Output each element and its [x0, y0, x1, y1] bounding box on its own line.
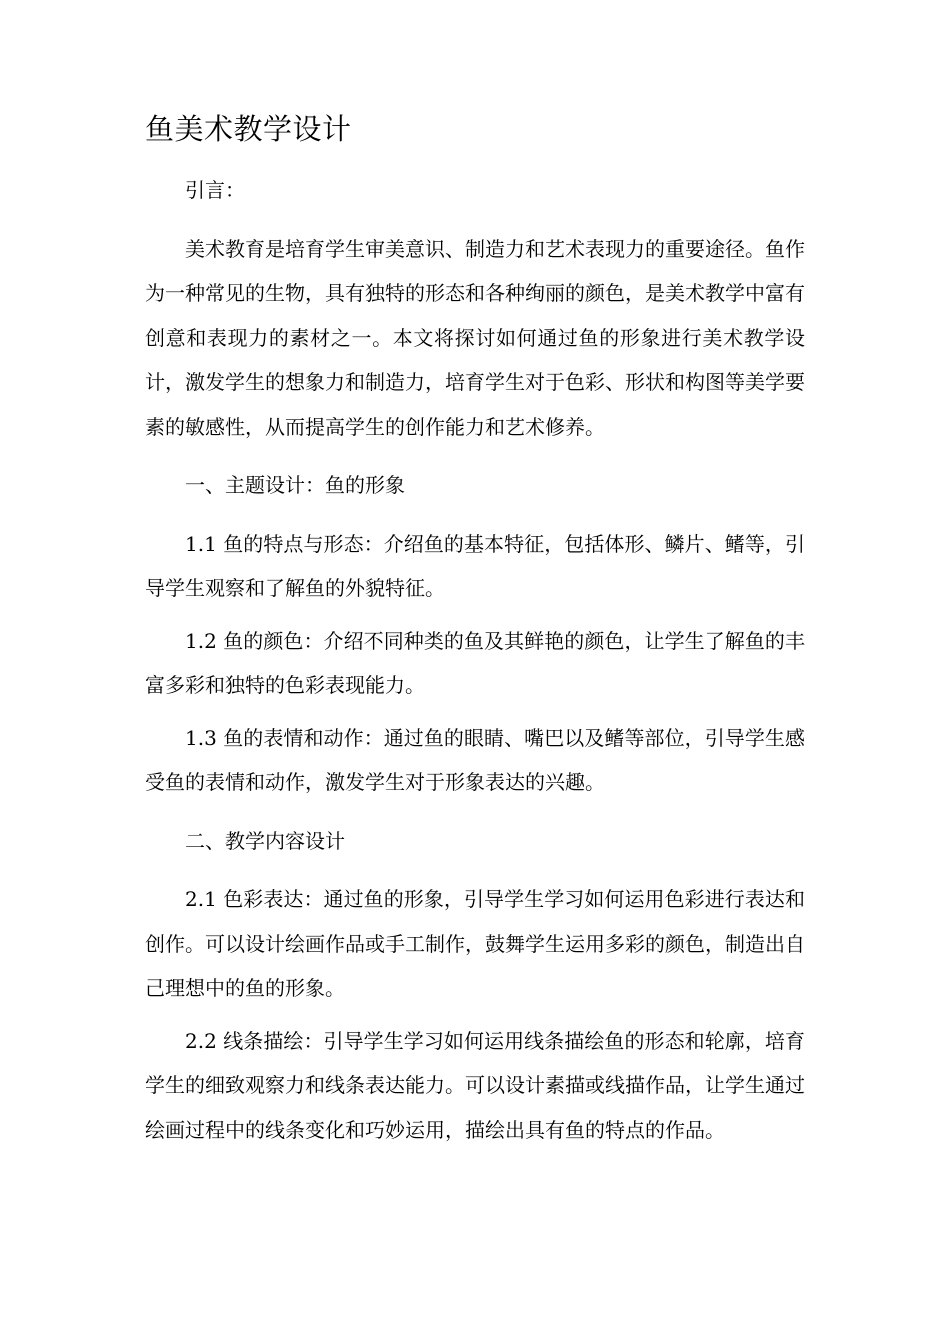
- intro-paragraph: 美术教育是培育学生审美意识、制造力和艺术表现力的重要途径。鱼作为一种常见的生物，具有独特的形态和各种绚丽的颜色，是美术教学中富有创意和表现力的素材之一。本文将探讨如何通过鱼的形象进行美术教学设计，激发学生的想象力和制造力，培育学生对于色彩、形状和构图等美学要素的敏感性，从而提高学生的创作能力和艺术修养。: [145, 236, 805, 439]
- subsection-2-2: 2.2 线条描绘：引导学生学习如何运用线条描绘鱼的形态和轮廓，培育学生的细致观察力和线条表达能力。可以设计素描或线描作品，让学生通过绘画过程中的线条变化和巧妙运用，描绘出具有鱼的特点的作品。: [145, 1028, 805, 1142]
- section-1-heading: 一、主题设计：鱼的形象: [185, 473, 405, 497]
- document-title: 鱼美术教学设计: [145, 112, 352, 146]
- intro-heading: 引言：: [185, 178, 245, 202]
- subsection-1-1: 1.1 鱼的特点与形态：介绍鱼的基本特征，包括体形、鳞片、鳍等，引导学生观察和了解鱼的外貌特征。: [145, 531, 805, 600]
- subsection-2-1: 2.1 色彩表达：通过鱼的形象，引导学生学习如何运用色彩进行表达和创作。可以设计绘画作品或手工制作，鼓舞学生运用多彩的颜色，制造出自己理想中的鱼的形象。: [145, 887, 805, 1000]
- subsection-1-3: 1.3 鱼的表情和动作：通过鱼的眼睛、嘴巴以及鳍等部位，引导学生感受鱼的表情和动作，激发学生对于形象表达的兴趣。: [145, 725, 805, 794]
- document-body: [145, 168, 805, 1152]
- subsection-1-2: 1.2 鱼的颜色：介绍不同种类的鱼及其鲜艳的颜色，让学生了解鱼的丰富多彩和独特的色彩表现能力。: [145, 628, 805, 697]
- section-2-heading: 二、教学内容设计: [185, 828, 345, 853]
